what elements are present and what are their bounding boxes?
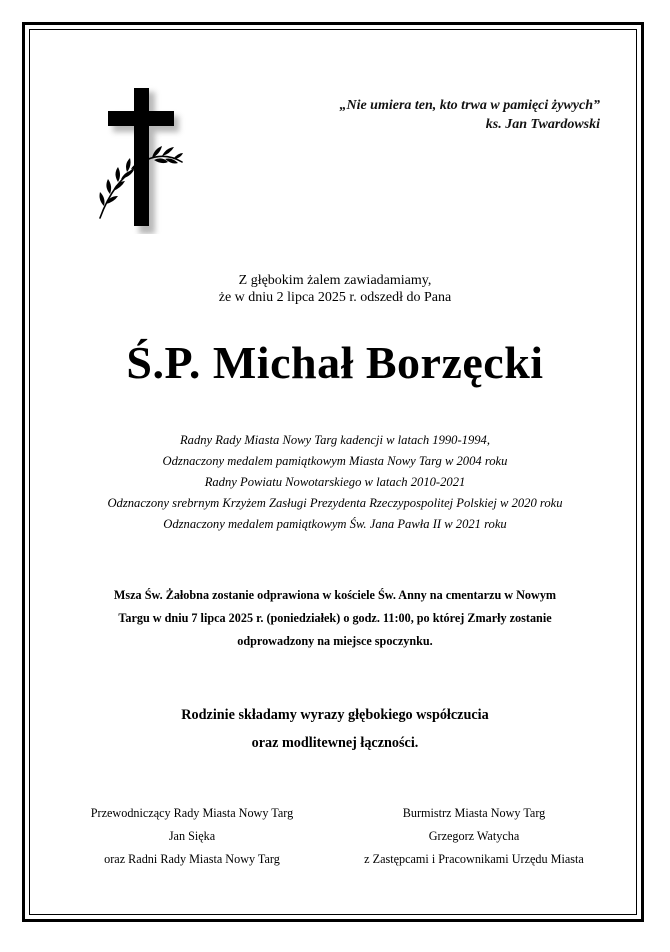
announcement [0, 272, 670, 306]
condolence-line-2: oraz modlitewnej łączności. [251, 735, 419, 751]
signature-left-with: oraz Radni Rady Miasta Nowy Targ [104, 852, 280, 866]
condolence-message [0, 701, 670, 757]
quote-text: „Nie umiera ten, kto trwa w pamięci żywych” [339, 98, 600, 113]
quote-author: ks. Jan Twardowski [485, 117, 600, 132]
signature-left-name: Jan Sięka [168, 829, 216, 843]
biography-line: Odznaczony medalem pamiątkowym Św. Jana Pawła II w 2021 roku [163, 517, 507, 531]
condolence-line-1: Rodzinie składamy wyrazy głębokiego współczucia [181, 707, 489, 723]
signature-right-role: Burmistrz Miasta Nowy Targ [402, 806, 546, 820]
signature-left [72, 802, 312, 871]
funeral-line-3: odprowadzony na miejsce spoczynku. [237, 634, 433, 648]
signature-right-name: Grzegorz Watycha [428, 829, 520, 843]
announcement-line-1: Z głębokim żalem zawiadamiamy, [238, 273, 432, 288]
signature-left-role: Przewodniczący Rady Miasta Nowy Targ [90, 806, 294, 820]
cross-with-palm-branch-icon [94, 84, 194, 234]
deceased-name: Ś.P. Michał Borzęcki [126, 337, 544, 388]
signature-right [350, 802, 598, 871]
funeral-line-1: Msza Św. Żałobna zostanie odprawiona w kościele Św. Anny na cmentarzu w Nowym [113, 588, 557, 602]
quote-block [339, 96, 600, 134]
funeral-line-2: Targu w dniu 7 lipca 2025 r. (poniedziałek) o godz. 11:00, po której Zmarły zostanie [118, 611, 552, 625]
funeral-info [80, 584, 590, 653]
biography-line: Radny Powiatu Nowotarskiego w latach 2010-2021 [204, 475, 466, 489]
signature-right-with: z Zastępcami i Pracownikami Urzędu Miasta [364, 852, 584, 866]
biography-line: Odznaczony medalem pamiątkowym Miasta Nowy Targ w 2004 roku [162, 454, 508, 468]
biography-line: Radny Rady Miasta Nowy Targ kadencji w latach 1990-1994, [179, 433, 491, 447]
biography [0, 430, 670, 535]
biography-line: Odznaczony srebrnym Krzyżem Zasługi Prezydenta Rzeczypospolitej Polskiej w 2020 roku [107, 496, 563, 510]
announcement-line-2: że w dniu 2 lipca 2025 r. odszedł do Pana [218, 290, 452, 305]
